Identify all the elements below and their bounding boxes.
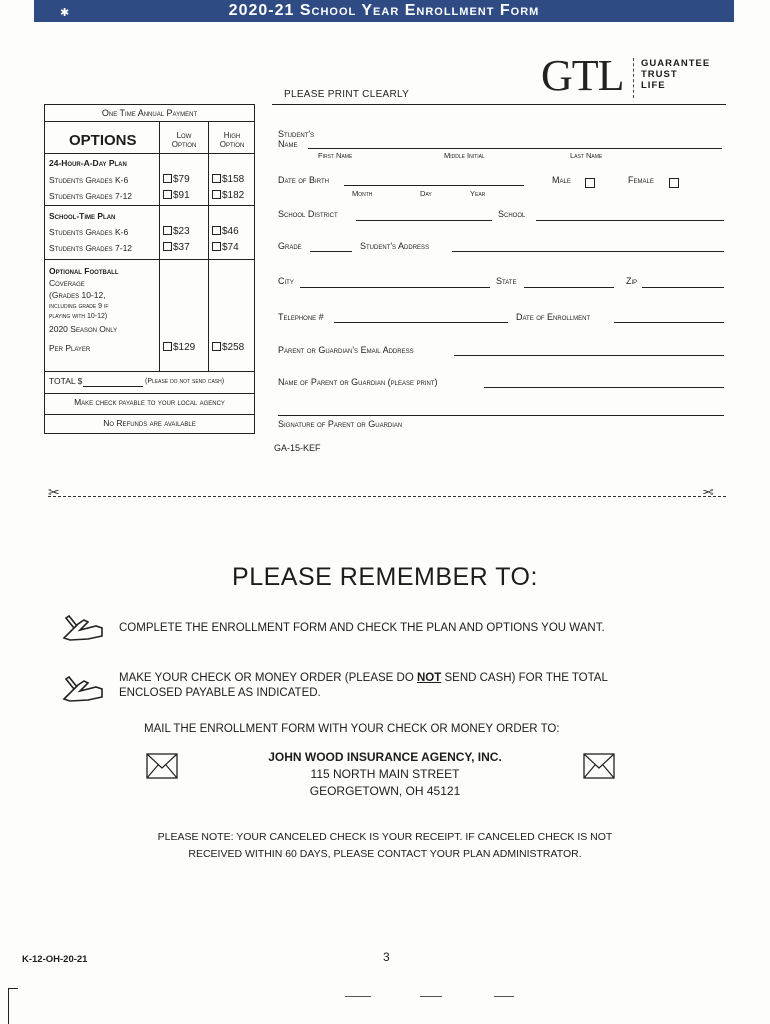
star-icon: ✱ [60,7,70,19]
female-label: Female [628,175,654,185]
form-title-banner [34,0,734,22]
guardian-email-label: Parent or Guardian's Email Address [278,345,414,355]
reminder-emphasis: NOT [417,672,442,684]
checkbox-icon[interactable] [212,226,221,235]
price-value: $23 [173,226,190,237]
student-name-label-2: Name [278,139,298,149]
row-divider [45,205,254,206]
logo-word: TRUST [641,69,678,80]
high-option-word: Option [219,140,245,149]
options-table-title: One Time Annual Payment [45,105,254,122]
plan-row-label: Students Grades 7-12 [49,191,133,201]
gtl-logo: GTL [541,51,624,100]
student-info-form [272,104,726,435]
mail-instruction: MAIL THE ENROLLMENT FORM WITH YOUR CHECK OR MONEY ORDER TO: [144,723,560,735]
student-name-input[interactable] [308,148,722,149]
price-checkbox[interactable] [212,174,244,185]
first-name-caption: First Name [318,151,353,160]
year-caption: Year [470,189,486,198]
city-input[interactable] [300,287,490,288]
grade-label: Grade [278,241,302,251]
price-value: $79 [173,174,190,185]
city-label: City [278,276,294,286]
high-option-word: High [223,131,241,140]
price-value: $37 [173,242,190,253]
writing-hand-icon [60,673,106,703]
crop-mark [8,988,18,989]
reminder-item-2 [119,671,608,685]
reminder-item-1: COMPLETE THE ENROLLMENT FORM AND CHECK THE PLAN AND OPTIONS YOU WANT. [119,622,605,634]
day-caption: Day [420,189,432,198]
logo-words [641,58,710,91]
column-divider [208,121,209,371]
price-checkbox[interactable] [212,342,244,353]
price-checkbox[interactable] [212,226,239,237]
checkbox-icon[interactable] [212,190,221,199]
female-checkbox[interactable] [669,178,679,188]
checkbox-icon[interactable] [163,174,172,183]
row-divider [45,153,254,154]
telephone-label: Telephone # [278,312,324,322]
checkbox-icon[interactable] [212,242,221,251]
checkbox-icon[interactable] [163,242,172,251]
crop-mark [8,988,9,1024]
checkbox-icon[interactable] [163,226,172,235]
price-checkbox[interactable] [163,342,195,353]
column-divider [159,121,160,371]
guardian-name-input[interactable] [484,387,724,388]
price-checkbox[interactable] [212,242,239,253]
price-value: $182 [222,190,245,201]
scissors-icon: ✂ [48,484,60,500]
guardian-email-input[interactable] [454,355,724,356]
football-per-player: Per Player [49,343,91,353]
student-name-label: Student's [278,129,315,139]
month-caption: Month [352,189,373,198]
receipt-note-line: PLEASE NOTE: YOUR CANCELED CHECK IS YOUR RECEIPT. IF CANCELED CHECK IS NOT [157,831,613,843]
row-divider [45,259,254,260]
high-option-header [211,131,253,149]
price-checkbox[interactable] [163,242,190,253]
price-value: $158 [222,174,245,185]
plan-school-title: School-Time Plan [49,211,116,221]
signature-label: Signature of Parent or Guardian [278,419,403,429]
scan-artifact [420,996,442,997]
zip-input[interactable] [642,287,724,288]
form-id: GA-15-KEF [274,443,321,453]
check-note: Make check payable to your local agency [74,397,225,407]
middle-initial-caption: Middle Initial [444,151,485,160]
form-title: 2020-21 School Year Enrollment Form [228,2,540,19]
low-option-word: Option [171,140,197,149]
options-table [44,104,255,434]
football-title-2: Coverage [49,278,85,288]
football-note: 2020 Season Only [49,324,118,334]
student-address-label: Student's Address [360,241,430,251]
total-note: (Please do not send cash) [145,378,225,385]
school-district-input[interactable] [356,220,492,221]
low-option-header [163,131,205,149]
student-address-input[interactable] [452,251,724,252]
please-print-note: PLEASE PRINT CLEARLY [284,89,410,100]
grade-input[interactable] [310,251,352,252]
enrollment-date-label: Date of Enrollment [516,312,591,322]
football-title: Optional Football [49,266,119,276]
last-name-caption: Last Name [570,151,603,160]
state-input[interactable] [524,287,614,288]
receipt-note [0,829,770,863]
reminder-heading: PLEASE REMEMBER TO: [232,563,538,591]
football-note: including grade 9 if [49,303,109,310]
total-input[interactable] [83,386,143,387]
price-value: $74 [222,242,239,253]
page-number: 3 [383,950,390,964]
cut-line [48,496,726,497]
receipt-note-line: RECEIVED WITHIN 60 DAYS, PLEASE CONTACT YOUR PLAN ADMINISTRATOR. [188,848,582,860]
low-option-word: Low [176,131,192,140]
total-label: TOTAL $ [49,376,83,386]
dob-label: Date of Birth [278,175,329,185]
dob-input[interactable] [344,185,524,186]
price-checkbox[interactable] [163,174,190,185]
football-note: playing with 10-12) [49,313,108,320]
row-divider [45,393,254,394]
price-checkbox[interactable] [212,190,244,201]
price-value: $129 [173,342,196,353]
reminder-item-2-text: MAKE YOUR CHECK OR MONEY ORDER (PLEASE DO [119,672,417,684]
price-value: $258 [222,342,245,353]
plan-24hr-title: 24-Hour-A-Day Plan [49,158,127,168]
agency-name: JOHN WOOD INSURANCE AGENCY, INC. [268,750,502,764]
enrollment-date-input[interactable] [614,322,724,323]
plan-row-label: Students Grades K-6 [49,227,129,237]
male-checkbox[interactable] [585,178,595,188]
price-value: $46 [222,226,239,237]
price-checkbox[interactable] [163,226,190,237]
guardian-name-label: Name of Parent or Guardian (please print) [278,377,438,387]
form-code: K-12-OH-20-21 [22,954,88,965]
school-district-label: School District [278,209,338,219]
scan-artifact [345,996,371,997]
row-divider [45,371,254,372]
school-label: School [498,209,526,219]
writing-hand-icon [60,612,106,642]
scissors-icon: ✂ [702,484,714,500]
logo-word: GUARANTEE [641,58,711,69]
telephone-input[interactable] [334,322,508,323]
male-label: Male [552,175,571,185]
refunds-note: No Refunds are available [103,418,196,428]
checkbox-icon[interactable] [212,342,221,351]
price-checkbox[interactable] [163,190,190,201]
logo-divider [633,58,634,98]
plan-row-label: Students Grades K-6 [49,175,129,185]
row-divider [45,414,254,415]
checkbox-icon[interactable] [212,174,221,183]
scan-artifact [494,996,514,997]
options-label: OPTIONS [69,132,137,149]
plan-row-label: Students Grades 7-12 [49,243,133,253]
agency-street: 115 NORTH MAIN STREET [310,767,460,781]
price-value: $91 [173,190,190,201]
football-note: (Grades 10-12, [49,290,106,300]
signature-input[interactable] [278,415,724,416]
reminder-item-2-text: SEND CASH) FOR THE TOTAL [441,672,608,684]
checkbox-icon[interactable] [163,342,172,351]
zip-label: Zip [626,276,638,286]
state-label: State [496,276,517,286]
reminder-item-2-line2: ENCLOSED PAYABLE AS INDICATED. [119,687,321,699]
school-input[interactable] [536,220,724,221]
agency-city: GEORGETOWN, OH 45121 [309,784,461,798]
logo-word: LIFE [641,80,666,91]
checkbox-icon[interactable] [163,190,172,199]
